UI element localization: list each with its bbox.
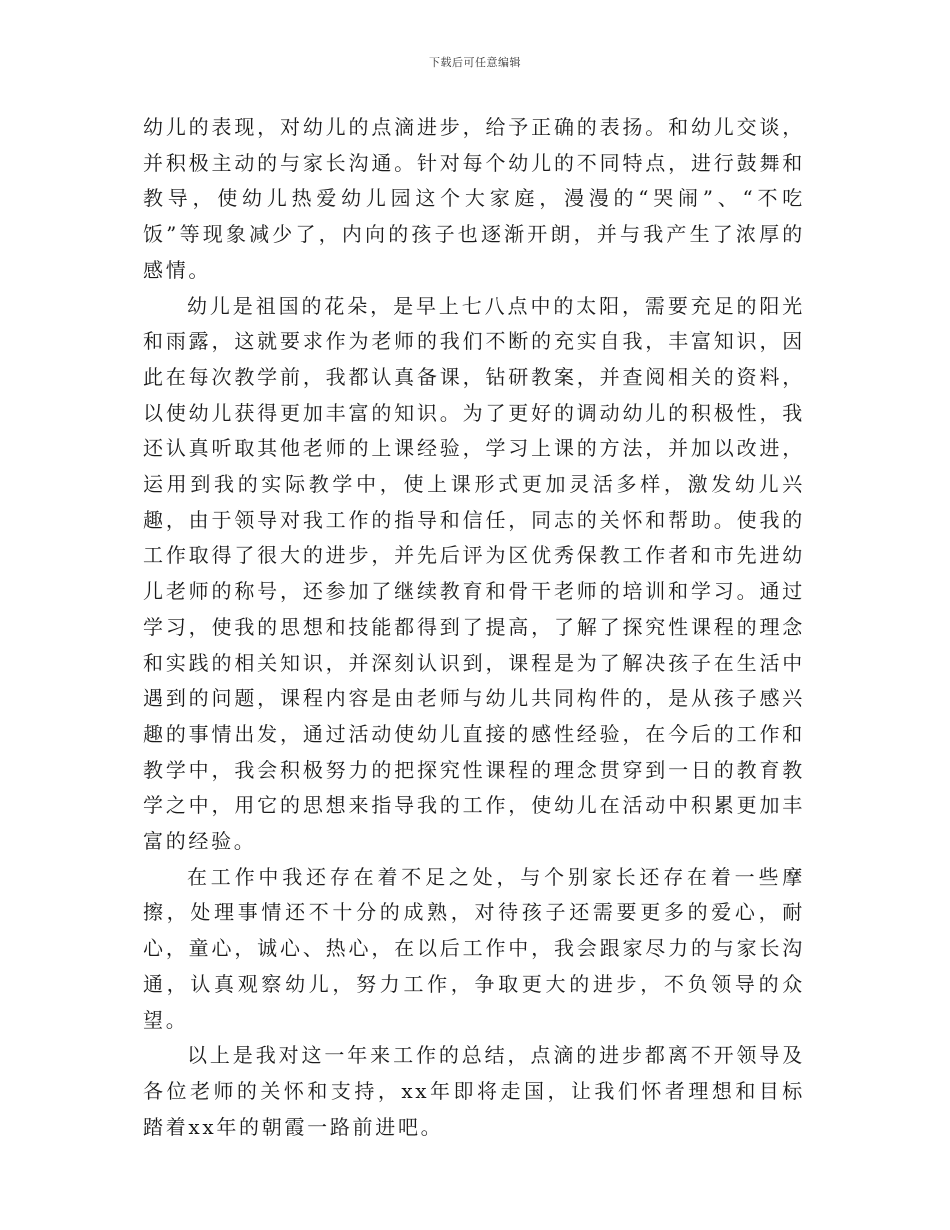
page-header: 下载后可任意编辑 [429, 56, 521, 69]
paragraph-1: 幼儿的表现，对幼儿的点滴进步，给予正确的表扬。和幼儿交谈，并积极主动的与家长沟通。针对每个幼儿的不同特点，进行鼓舞和教导，使幼儿热爱幼儿园这个大家庭，漫漫的“哭闹”、“不吃饭”等现象减少了，内向的孩子也逐渐开朗，并与我产生了浓厚的感情。 [143, 115, 805, 282]
paragraph-3: 在工作中我还存在着不足之处，与个别家长还存在着一些摩擦，处理事情还不十分的成熟，对待孩子还需要更多的爱心，耐心，童心，诚心、热心，在以后工作中，我会跟家尽力的与家长沟通，认真观察幼儿，努力工作，争取更大的进步，不负领导的众望。 [143, 864, 805, 1032]
paragraph-4: 以上是我对这一年来工作的总结，点滴的进步都离不开领导及各位老师的关怀和支持，xx年即将走国，让我们怀者理想和目标踏着xx年的朝霞一路前进吧。 [143, 1043, 805, 1139]
paragraph-2: 幼儿是祖国的花朵，是早上七八点中的太阳，需要充足的阳光和雨露，这就要求作为老师的我们不断的充实自我，丰富知识，因此在每次教学前，我都认真备课，钻研教案，并查阅相关的资料，以使幼儿获得更加丰富的知识。为了更好的调动幼儿的积极性，我还认真听取其他老师的上课经验，学习上课的方法，并加以改进，运用到我的实际教学中，使上课形式更加灵活多样，激发幼儿兴趣，由于领导对我工作的指导和信任，同志的关怀和帮助。使我的工作取得了很大的进步，并先后评为区优秀保教工作者和市先进幼儿老师的称号，还参加了继续教育和骨干老师的培训和学习。通过学习，使我的思想和技能都得到了提高，了解了探究性课程的理念和实践的相关知识，并深刻认识到，课程是为了解决孩子在生活中遇到的问题，课程内容是由老师与幼儿共同构件的，是从孩子感兴趣的事情出发，通过活动使幼儿直接的感性经验，在今后的工作和教学中，我会积极努力的把探究性课程的理念贯穿到一日的教育教学之中，用它的思想来指导我的工作，使幼儿在活动中积累更加丰富的经验。 [143, 293, 805, 854]
document-body [143, 110, 805, 1145]
